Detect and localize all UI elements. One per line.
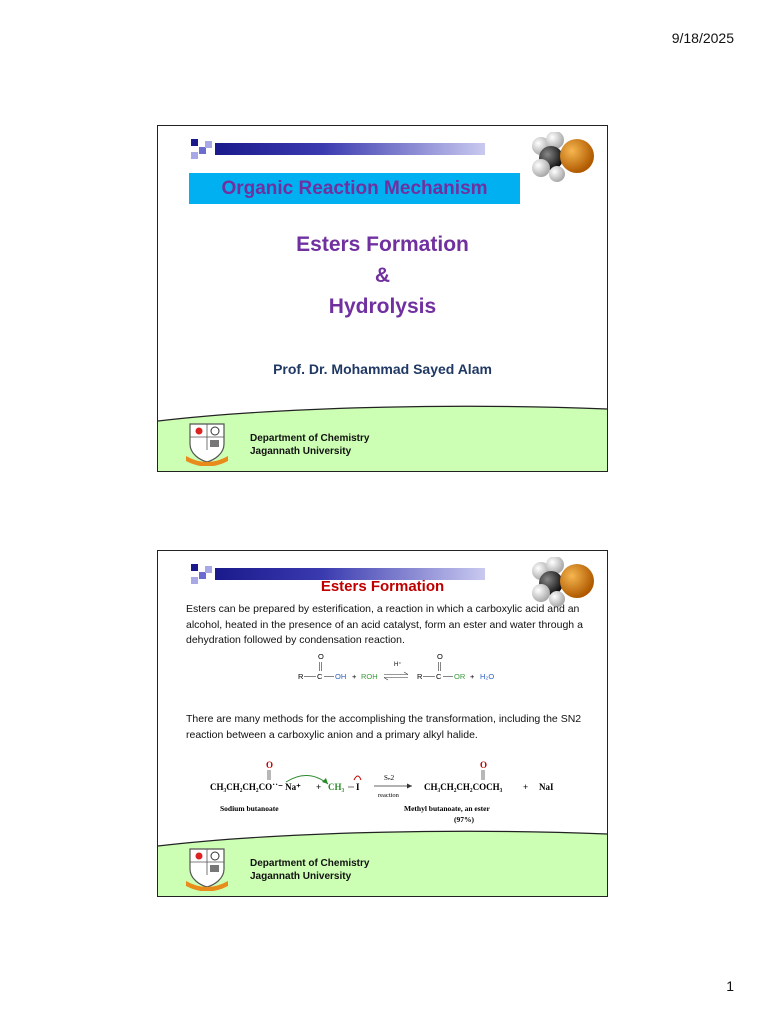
- reaction-label: reaction: [378, 792, 399, 799]
- department-name: Department of Chemistry: [250, 433, 370, 444]
- university-name: Jagannath University: [250, 871, 352, 882]
- carbonyl-o-right: O: [437, 652, 443, 661]
- university-logo-icon: [184, 845, 230, 891]
- molecule-icon: [529, 132, 599, 184]
- department-label: [250, 857, 369, 883]
- plus-sign: +: [352, 672, 357, 681]
- sn2-label: Sₙ2: [384, 774, 395, 782]
- lecture-title: [158, 229, 607, 322]
- department-label: [250, 432, 369, 458]
- carbon-left: C: [317, 672, 323, 681]
- title-line-2: &: [374, 264, 391, 287]
- slide-heading: Esters Formation: [320, 578, 445, 595]
- sodium-butanoate-formula: CH₃CH₂CH₂CO˙˙⁻ Na⁺: [210, 782, 301, 792]
- plus-sign: +: [316, 782, 322, 792]
- sodium-iodide: NaI: [539, 782, 554, 792]
- water: H₂O: [480, 672, 495, 681]
- carbonyl-o-product: O: [480, 760, 488, 770]
- alkoxy: OR: [454, 672, 466, 681]
- university-logo-icon: [184, 420, 230, 466]
- esterification-equation: [238, 651, 558, 693]
- carbonyl-o-left: O: [318, 652, 324, 661]
- yield-label: (97%): [454, 815, 474, 824]
- sn2-reaction: [198, 756, 578, 828]
- university-name: Jagannath University: [250, 446, 352, 457]
- methyl-butanoate-formula: CH₃CH₂CH₂COCH₃: [424, 782, 503, 792]
- iodine: I: [356, 782, 360, 792]
- slide-footer: [158, 411, 607, 471]
- department-name: Department of Chemistry: [250, 858, 370, 869]
- alcohol: ROH: [361, 672, 378, 681]
- title-line-3: Hydrolysis: [328, 295, 437, 318]
- product-label: Methyl butanoate, an ester: [404, 804, 490, 813]
- r-group-left: R: [298, 672, 304, 681]
- hydroxyl: OH: [335, 672, 347, 681]
- page-number: 1: [726, 978, 734, 994]
- carbon-right: C: [436, 672, 442, 681]
- plus-sign-2: +: [470, 672, 475, 681]
- r-group-right: R: [417, 672, 423, 681]
- slide-title: [157, 125, 608, 472]
- reactant-label: Sodium butanoate: [220, 804, 279, 813]
- author-name: Prof. Dr. Mohammad Sayed Alam: [273, 361, 492, 377]
- carbonyl-o-reactant: O: [266, 760, 274, 770]
- paragraph-sn2: There are many methods for the accomplishing the transformation, including the SN2 reaction between a carboxylic anion and a primary alkyl halide.: [186, 713, 582, 741]
- title-line-1: Esters Formation: [296, 233, 469, 256]
- paragraph-esterification: Esters can be prepared by esterification, a reaction in which a carboxylic acid and an alcohol, heated in the presence of an acid catalyst, form an ester and water through a dehydration followed by condensation reaction.: [186, 603, 583, 646]
- page-date: 9/18/2025: [671, 30, 734, 46]
- header-decoration: [191, 139, 491, 159]
- acid-catalyst: H⁺: [394, 662, 402, 668]
- slide-esters-formation: [157, 550, 608, 897]
- plus-sign-2: +: [523, 782, 529, 792]
- methyl-group: CH₃: [328, 782, 345, 792]
- course-banner: Organic Reaction Mechanism: [189, 173, 520, 204]
- slide-footer: [158, 836, 607, 896]
